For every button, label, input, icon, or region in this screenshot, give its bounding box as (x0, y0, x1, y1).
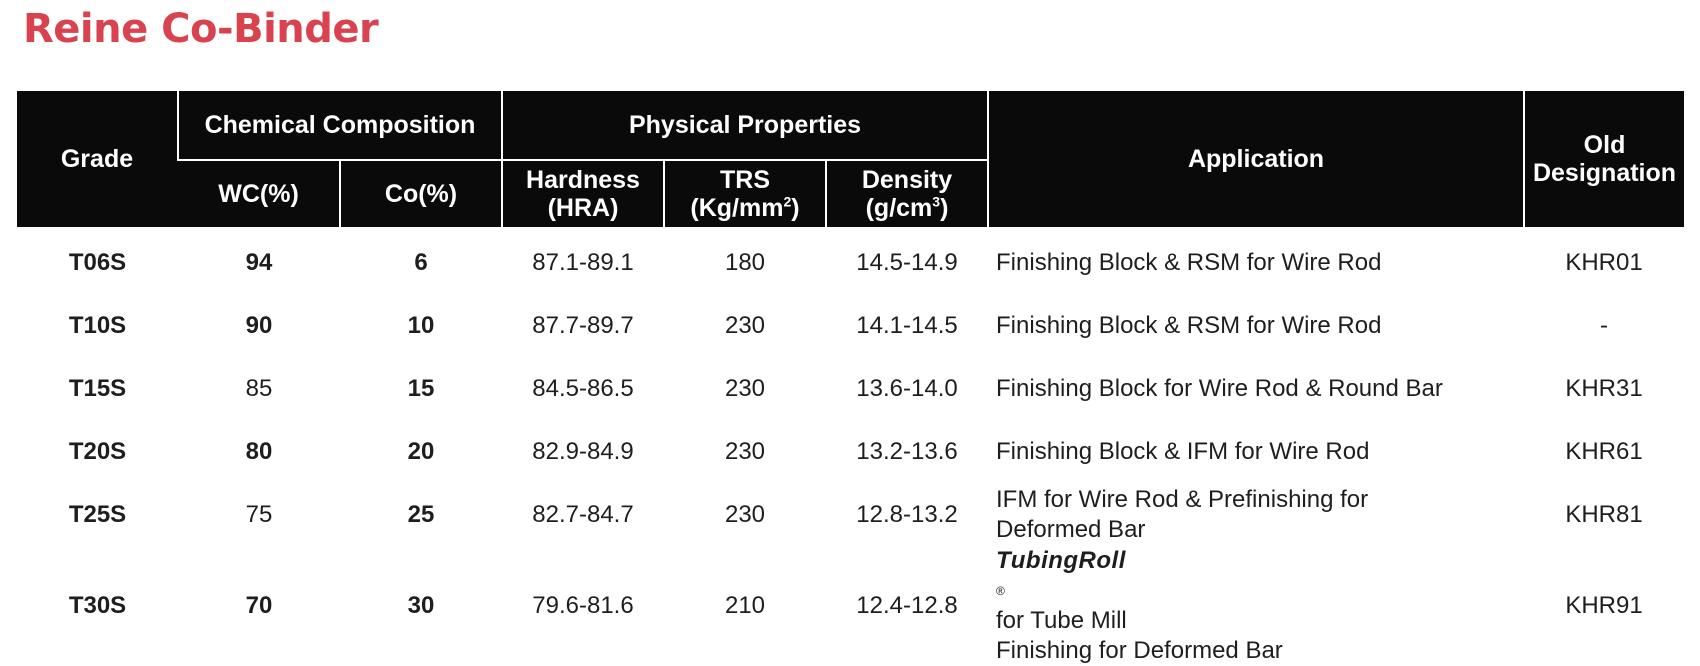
cell-density: 14.1-14.5 (856, 311, 958, 339)
cell-application (988, 357, 1524, 420)
cell-trs: 230 (724, 374, 766, 402)
application-line1 (996, 546, 1524, 636)
cell-grade: T15S (68, 374, 127, 402)
application-line1-rest: for Tube Mill (996, 607, 1127, 634)
table-row (17, 294, 1684, 357)
cell-old-designation: KHR81 (1565, 500, 1643, 528)
cell-density: 12.4-12.8 (856, 592, 958, 619)
application-line1: Finishing Block & RSM for Wire Rod (996, 311, 1382, 339)
header-trs-close: ) (791, 194, 800, 222)
application-line2: Deformed Bar (996, 515, 1146, 543)
cell-application (988, 546, 1524, 666)
cell-grade: T20S (68, 437, 127, 465)
header-hardness-line2: (HRA) (547, 194, 619, 222)
cell-old-designation: KHR31 (1565, 374, 1643, 402)
table-row (17, 546, 1684, 666)
header-density-line1: Density (861, 166, 953, 194)
header-trs (664, 160, 826, 227)
header-density-unit: (g/cm (865, 194, 933, 222)
header-old-designation (1524, 91, 1684, 227)
header-physical-properties: Physical Properties (502, 91, 988, 160)
application-line1: Finishing Block & IFM for Wire Rod (996, 437, 1370, 465)
tubingroll-logo: TubingRoll (996, 547, 1126, 574)
cell-wc: 75 (245, 500, 273, 528)
application-line2: Finishing for Deformed Bar (996, 637, 1283, 664)
header-trs-line1: TRS (720, 166, 770, 194)
page-title: Reine Co-Binder (23, 6, 379, 52)
cell-old-designation: KHR61 (1565, 437, 1643, 465)
header-co: Co(%) (340, 160, 502, 227)
cell-grade: T30S (68, 592, 127, 619)
cell-trs: 210 (724, 592, 766, 619)
header-wc: WC(%) (178, 160, 340, 227)
application-line1: Finishing Block for Wire Rod & Round Bar (996, 374, 1443, 402)
cell-co: 20 (407, 437, 435, 465)
table-row (17, 357, 1684, 420)
application-line1: Finishing Block & RSM for Wire Rod (996, 248, 1382, 276)
cell-co: 15 (407, 374, 435, 402)
cell-density: 12.8-13.2 (856, 500, 958, 528)
header-hardness (502, 160, 664, 227)
cell-co: 25 (407, 500, 435, 528)
table-row (17, 420, 1684, 483)
cell-hardness: 79.6-81.6 (532, 592, 634, 619)
header-density-sup: 3 (932, 193, 941, 210)
cell-co: 10 (407, 311, 435, 339)
header-density (826, 160, 988, 227)
cell-trs: 230 (724, 437, 766, 465)
header-trs-sup: 2 (783, 193, 792, 210)
cell-hardness: 82.7-84.7 (532, 500, 634, 528)
registered-mark: ® (996, 584, 1005, 598)
cobinder-spec-table (17, 91, 1684, 666)
header-hardness-line1: Hardness (526, 166, 640, 194)
cell-density: 13.6-14.0 (856, 374, 958, 402)
header-chemical-composition: Chemical Composition (178, 91, 502, 160)
cell-wc: 90 (245, 311, 273, 339)
cell-application (988, 227, 1524, 294)
cell-hardness: 87.1-89.1 (532, 248, 634, 276)
cell-old-designation: - (1600, 311, 1609, 339)
header-trs-unit: (Kg/mm (690, 194, 784, 222)
cell-wc: 94 (245, 248, 273, 276)
cell-old-designation: KHR91 (1565, 592, 1643, 619)
cell-density: 14.5-14.9 (856, 248, 958, 276)
cell-hardness: 84.5-86.5 (532, 374, 634, 402)
table-row (17, 483, 1684, 546)
cell-wc: 70 (245, 592, 273, 619)
cell-application (988, 483, 1524, 546)
cell-grade: T06S (68, 248, 127, 276)
cell-density: 13.2-13.6 (856, 437, 958, 465)
cell-old-designation: KHR01 (1565, 248, 1643, 276)
cell-application (988, 294, 1524, 357)
cell-wc: 80 (245, 437, 273, 465)
cell-trs: 230 (724, 500, 766, 528)
cell-wc: 85 (245, 374, 273, 402)
header-grade: Grade (17, 91, 178, 227)
header-row-top (17, 91, 1684, 160)
cell-trs: 230 (724, 311, 766, 339)
cell-co: 6 (414, 248, 428, 276)
application-line1: IFM for Wire Rod & Prefinishing for (996, 485, 1369, 513)
header-application: Application (988, 91, 1524, 227)
cell-hardness: 87.7-89.7 (532, 311, 634, 339)
table-row (17, 227, 1684, 294)
header-old-line2: Designation (1532, 159, 1677, 187)
cell-application (988, 420, 1524, 483)
header-old-line1: Old (1583, 131, 1626, 159)
cell-grade: T25S (68, 500, 127, 528)
cell-grade: T10S (68, 311, 127, 339)
cell-co: 30 (407, 592, 435, 619)
header-density-close: ) (940, 194, 949, 222)
cell-trs: 180 (724, 248, 766, 276)
cell-hardness: 82.9-84.9 (532, 437, 634, 465)
